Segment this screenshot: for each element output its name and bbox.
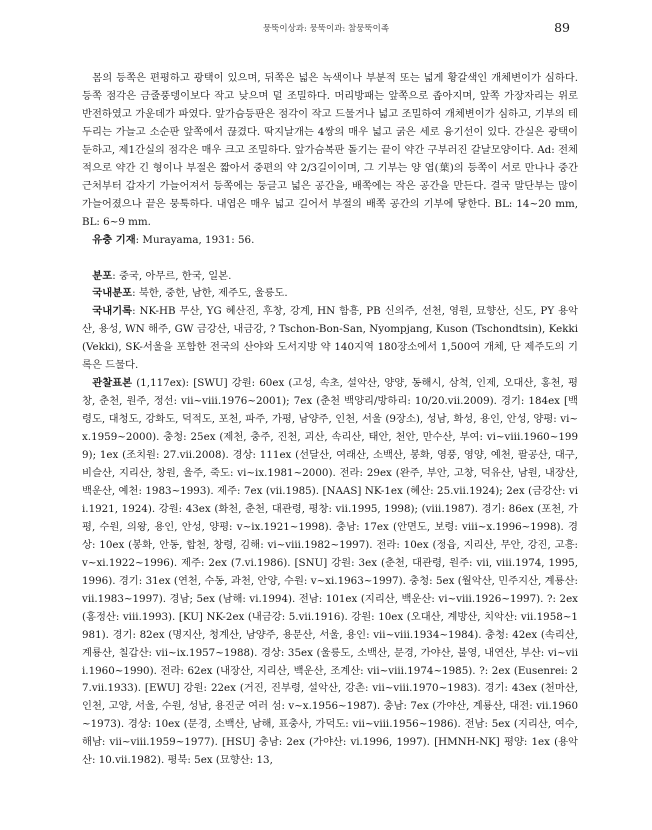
type-record-paragraph: [82, 232, 578, 250]
type-record-label: 유충 기재: [92, 233, 136, 246]
domestic-distribution-text: : 북한, 중한, 남한, 제주도, 울릉도.: [132, 287, 288, 300]
page-content: [82, 70, 578, 770]
specimens-text: (1,117ex): [SWU] 강원: 60ex (고성, 속초, 설악산, 양양, 동해시, 삼척, 인제, 오대산, 홍천, 평창, 춘천, 원주, 정선: vii~viii.1976~2001); 7ex (춘천 백양리/방하리: 10/20.vii.2009). 경기: 184ex [백령도, 대청도, 강화도, 덕적도, 포천, 파주, 가평, 남양주, 인천, 서울 (9장소), 성남, 화성, 용인, 안성, 양평: vi~x.1959~2000). 충청: 25ex (제천, 충주, 진천, 괴산, 속리산, 태안, 천안, 만수산, 부여: vi~viii.1960~1999); 1ex (조치원: 27.vii.2008). 경상: 111ex (선달산, 여래산, 소백산, 봉화, 영풍, 영양, 예천, 팔공산, 대구, 비슬산, 지리산, 창원, 울주, 죽도: vi~ix.1981~2000). 전라: 29ex (완주, 부안, 고창, 덕유산, 남원, 내장산, 백운산, 예천: 1983~1993). 제주: 7ex (vii.1985). [NAAS] NK-1ex (혜산: 25.vii.1924); 2ex (금강산: vii.1921, 1924). 강원: 43ex (화천, 춘천, 대관령, 평창: vii.1995, 1998); (viii.1987). 경기: 86ex (포천, 가평, 수원, 의왕, 용인, 안성, 양평: v~ix.1921~1998). 충남: 17ex (안면도, 보령: viii~x.1996~1998). 경상: 10ex (봉화, 안동, 합천, 창령, 김해: vi~viii.1982~1997). 전라: 10ex (정읍, 지리산, 무안, 강진, 고흥: v~xi.1922~1996). 제주: 2ex (7.vi.1986). [SNU] 강원: 3ex (춘천, 대관령, 원주: vii, viii.1974, 1995, 1996). 경기: 31ex (연천, 수동, 과천, 안양, 수원: v~xi.1963~1997). 충청: 5ex (월악산, 민주지산, 계룡산: vii.1983~1997). 경남; 5ex (남해: vi.1994). 전남: 101ex (지리산, 백운산: vi~viii.1926~1997). ?: 2ex (홍정산: viii.1993). [KU] NK-2ex (내금강: 5.vii.1916). 강원: 10ex (오대산, 계방산, 치악산: vii.1958~1981). 경기: 82ex (명지산, 청계산, 남양주, 용문산, 서울, 용인: vii~viii.1934~1984). 충청: 42ex (속리산, 계룡산, 칠갑산: vii~ix.1957~1988). 경상: 35ex (울릉도, 소백산, 문경, 가야산, 불영, 내연산, 부산: vi~viii.1960~1990). 전라: 62ex (내장산, 지리산, 백운산, 조계산: vii~viii.1974~1985). ?: 2ex (Eusenrei: 27.vii.1933). [EWU] 강원: 22ex (거진, 진부령, 설악산, 강촌: vii~viii.1970~1983). 경기: 43ex (천마산, 인천, 고양, 서울, 수원, 성남, 용진군 여러 섬: v~x.1956~1987). 충남: 7ex (가야산, 계룡산, 대전: vii.1960~1973). 경상: 10ex (문경, 소백산, 남해, 표충사, 가덕도: vii~viii.1956~1986). 전남: 5ex (지리산, 여수, 해남: vii~viii.1959~1977). [HSU] 충남: 2ex (가야산: vi.1996, 1997). [HMNH-NK] 평양: 1ex (용악산: 10.vii.1982). 평북: 5ex (묘향산: 13,: [82, 377, 578, 767]
domestic-distribution-paragraph: [82, 285, 578, 303]
domestic-records-paragraph: [82, 303, 578, 375]
domestic-distribution-label: 국내분포: [92, 287, 133, 300]
running-title: 뭉뚝이상과: 뭉뚝이과: 참뭉뚝이족: [262, 24, 390, 34]
specimens-paragraph: [82, 375, 578, 770]
page-header: [0, 20, 652, 40]
page-number: 89: [554, 20, 570, 35]
description-paragraph: 몸의 등쪽은 편평하고 광택이 있으며, 뒤쪽은 넓은 녹색이나 부분적 또는 넓게 황갈색인 개체변이가 심하다. 등쪽 점각은 금줄풍뎅이보다 작고 낮으며 덜 조밀하다. 머리방패는 앞쪽으로 좁아지며, 앞쪽 가장자리는 위로 반전하였고 가운데가 파였다. 앞가슴등판은 점각이 작고 드물거나 넓고 조밀하여 개체변이가 심하고, 기부의 테두리는 가늘고 소순판 앞쪽에서 끊겼다. 딱지날개는 4쌍의 매우 넓고 굵은 세로 융기선이 있다. 간실은 광택이 둔하고, 제1간실의 점각은 매우 크고 조밀하다. 앞가슴복판 돌기는 끝이 약간 구부러진 갈날모양이다. Ad: 전체적으로 약간 긴 형이나 부절은 짧아서 중편의 약 2/3길이이며, 그 기부는 양 엽(葉)의 등쪽이 서로 만나나 중간 근처부터 갑자기 가늘어져서 등쪽에는 둥글고 넓은 공간을, 배쪽에는 작은 공간을 만든다. 결국 말단부는 많이 가늘어졌으나 끝은 뭉툭하다. 내엽은 매우 넓고 길어서 부절의 배쪽 공간의 기부에 닿한다. BL: 14~20 mm, BL: 6~9 mm.: [82, 72, 578, 228]
type-record-text: : Murayama, 1931: 56.: [135, 233, 255, 246]
distribution-paragraph: [82, 268, 578, 286]
specimens-label: 관찰표본: [92, 377, 133, 390]
distribution-label: 분포: [92, 269, 113, 282]
domestic-records-text: : NK-HB 무산, YG 혜산진, 후창, 강계, HN 함흥, PB 신의주, 선천, 영원, 묘향산, 신도, PY 용악산, 용성, WN 해주, GW 금강산, 내금강, ? Tschon-Bon-San, Nyompjang, Kuson (Tschondtsin), Kekki (Vekki), SK-서울을 포함한 전국의 산야와 도서지방 약 140지역 180장소에서 1,500여 개체, 단 제주도의 기록은 드물다.: [82, 305, 578, 372]
domestic-records-label: 국내기록: [92, 305, 133, 318]
section-gap: [82, 250, 578, 268]
distribution-text: : 중국, 아무르, 한국, 일본.: [112, 269, 232, 282]
